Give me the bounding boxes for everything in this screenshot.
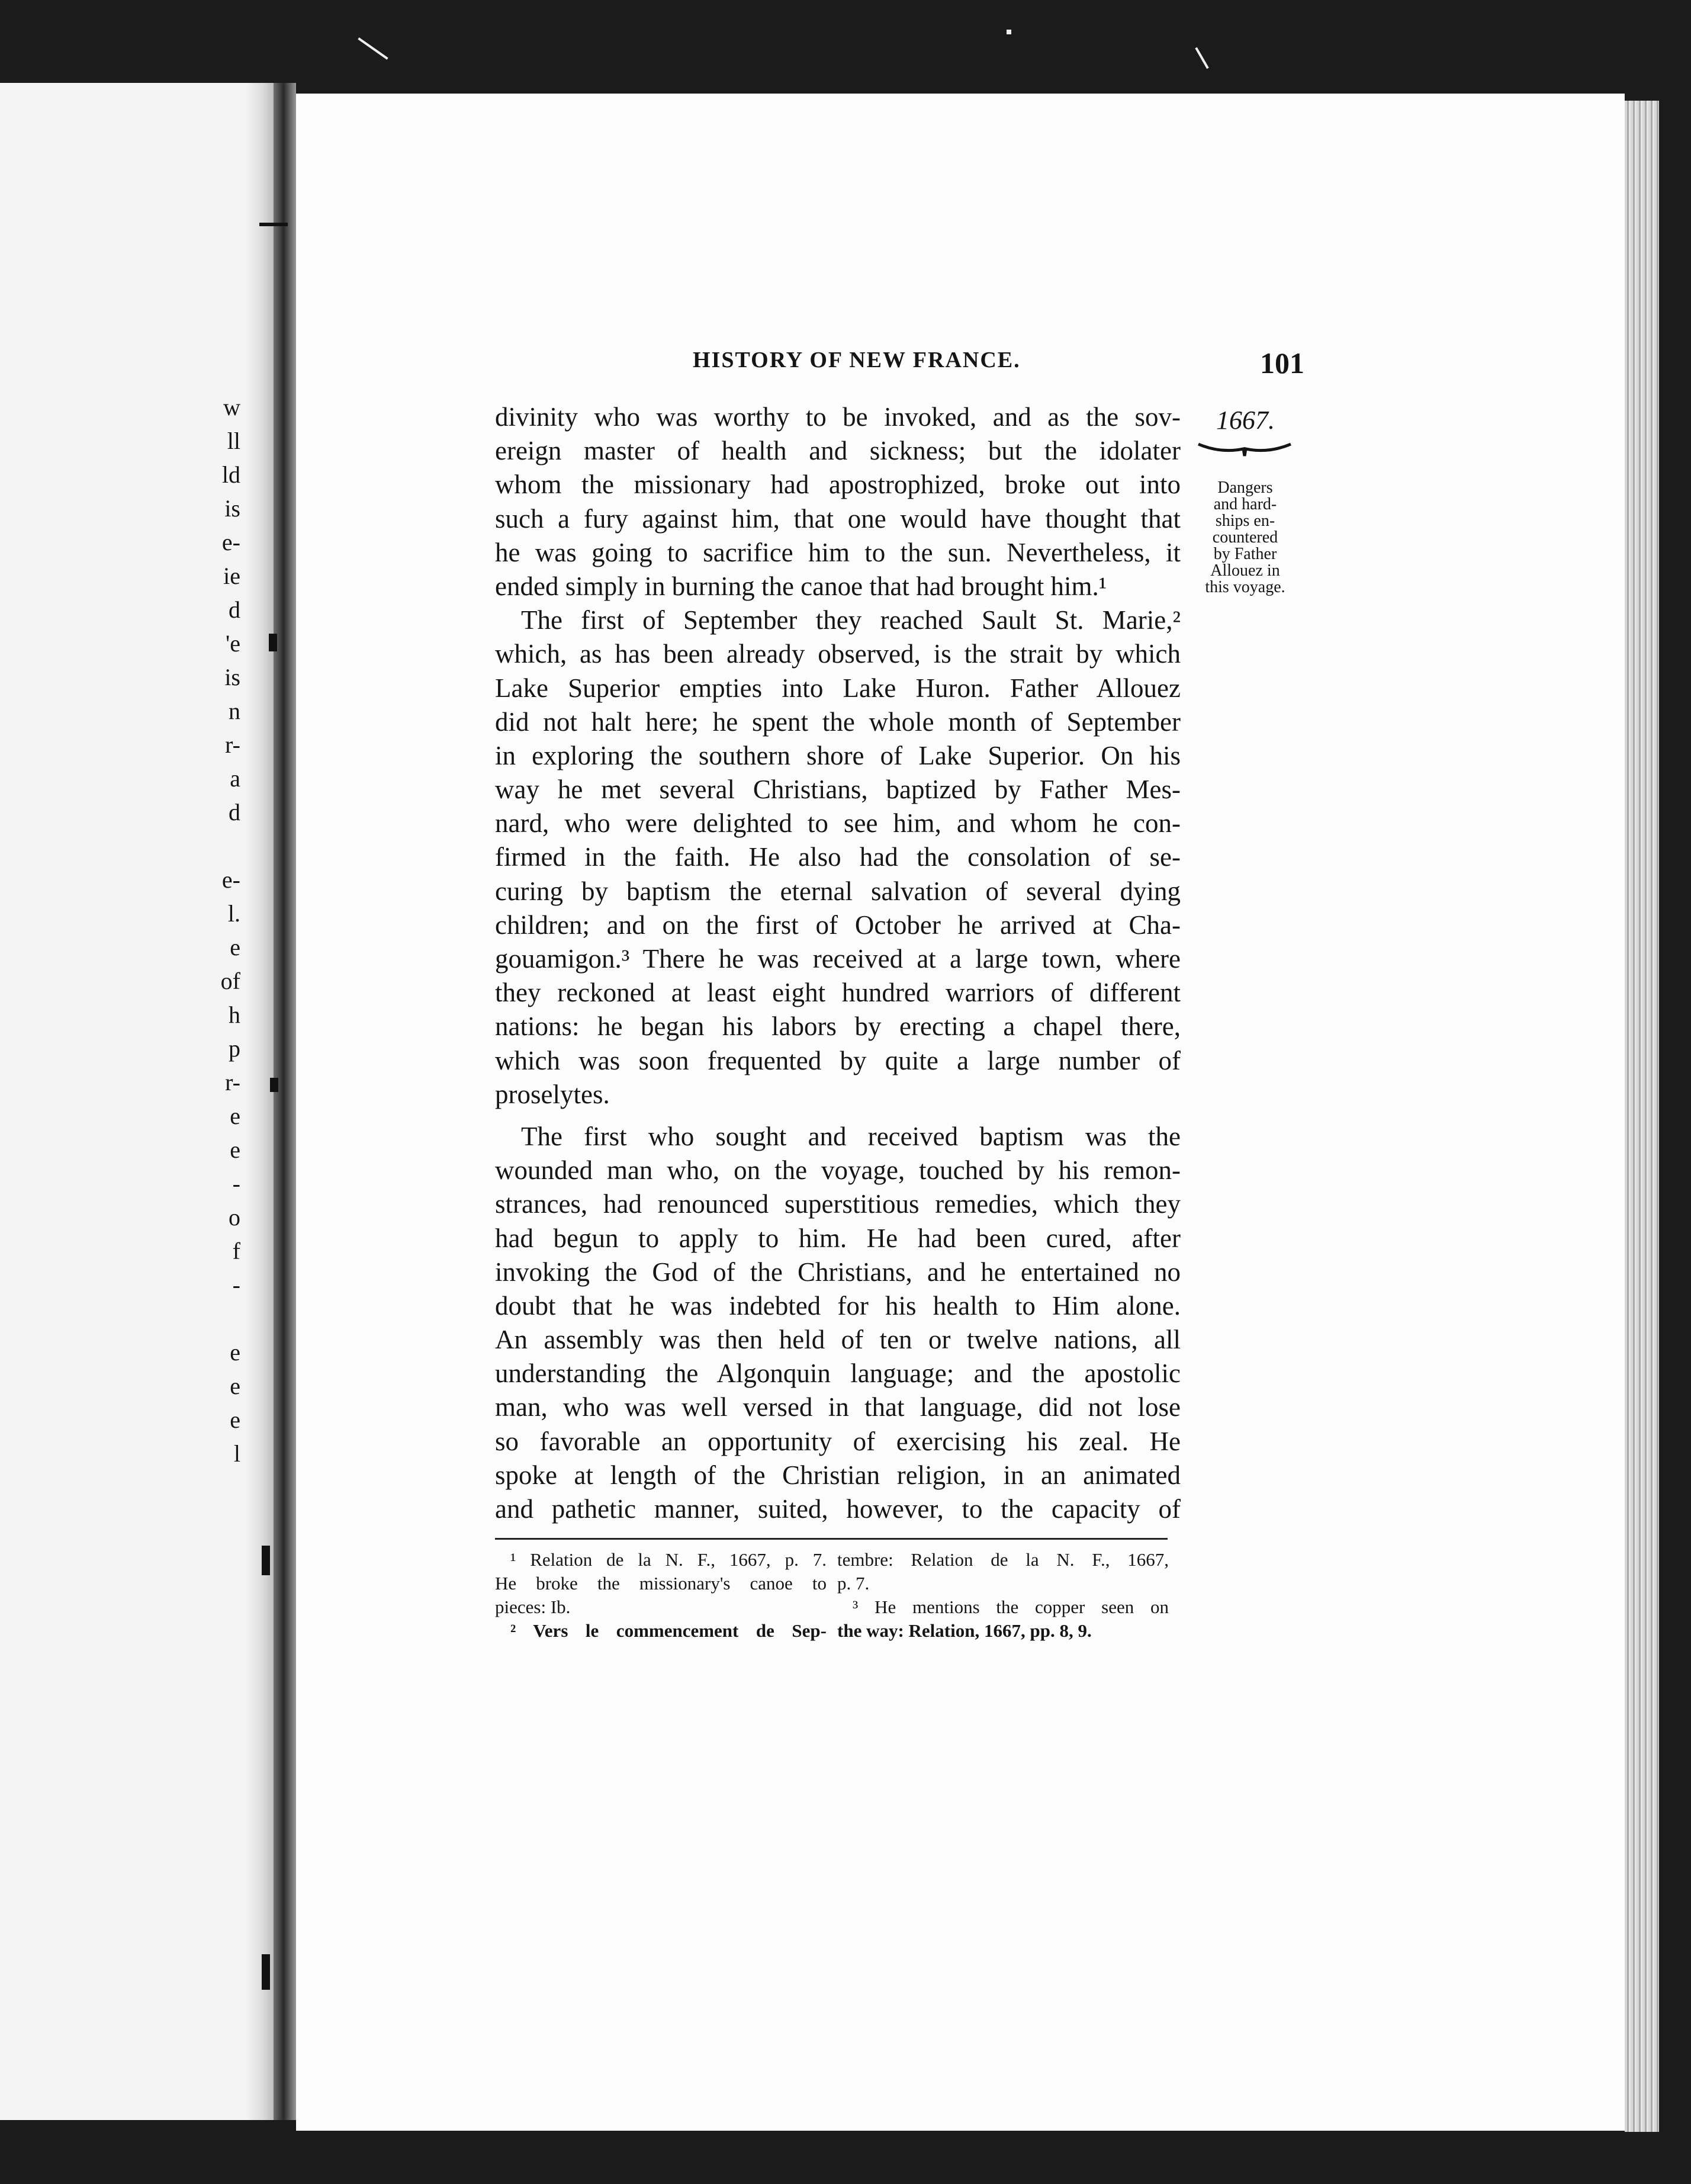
previous-page-fragment: e-	[221, 529, 240, 555]
scan-speck	[1007, 30, 1011, 34]
footnotes-right-column	[837, 1548, 1169, 1643]
text-line: wounded man who, on the voyage, touched by his remon-	[495, 1155, 1181, 1186]
footnote-line: p. 7.	[837, 1573, 870, 1594]
sidenote-line: countered	[1212, 528, 1278, 547]
previous-page-fragment: is	[224, 664, 240, 690]
previous-page-edge	[246, 83, 274, 2120]
previous-page-fragment: ll	[227, 428, 240, 454]
paragraph-gap	[495, 1112, 1181, 1120]
text-line: An assembly was then held of ten or twelve nations, all	[495, 1325, 1181, 1355]
footnote-line: ³ He mentions the copper seen on	[853, 1597, 1169, 1617]
text-line: and pathetic manner, suited, however, to the capacity of	[495, 1494, 1181, 1524]
text-line: had begun to apply to him. He had been cured, after	[495, 1223, 1181, 1253]
footnote-line: pieces: Ib.	[495, 1597, 571, 1617]
previous-page-fragment: e	[230, 1373, 240, 1399]
text-line: they reckoned at least eight hundred warriors of different	[495, 978, 1181, 1008]
footnote-line: the way: Relation, 1667, pp. 8, 9.	[837, 1620, 1092, 1641]
sidenote-line: by Father	[1213, 545, 1277, 563]
previous-page-fragment: n	[229, 698, 240, 724]
previous-page-fragment: ld	[221, 461, 240, 488]
binding-thread	[262, 1546, 270, 1575]
page-block-edge	[1625, 101, 1659, 2132]
footnote-line: He broke the missionary's canoe to	[495, 1573, 827, 1594]
text-line: ereign master of health and sickness; but the idolater	[495, 436, 1181, 466]
previous-page-fragment: h	[229, 1001, 240, 1028]
previous-page-fragment: e	[230, 1339, 240, 1366]
text-line: did not halt here; he spent the whole month of September	[495, 706, 1181, 737]
binding-thread	[270, 1078, 278, 1092]
previous-page-fragment: e	[230, 1136, 240, 1163]
previous-page-fragment: of	[220, 968, 240, 994]
margin-year: 1667.	[1216, 406, 1275, 435]
text-line: The first of September they reached Sault St. Marie,²	[521, 605, 1181, 635]
text-line: strances, had renounced superstitious remedies, which they	[495, 1189, 1181, 1219]
scan-speck	[358, 37, 388, 60]
body-text	[495, 400, 1181, 1526]
margin-sidenote	[1195, 480, 1295, 596]
footnote-rule	[495, 1538, 1168, 1540]
text-line: gouamigon.³ There he was received at a large town, where	[495, 944, 1181, 974]
previous-page-fragment: d	[229, 596, 240, 623]
text-line: understanding the Algonquin language; and the apostolic	[495, 1358, 1181, 1389]
text-line: way he met several Christians, baptized by Father Mes-	[495, 775, 1181, 805]
previous-page-fragment: is	[224, 495, 240, 522]
book-gutter	[274, 83, 296, 2120]
previous-page-fragment: f	[232, 1238, 240, 1264]
previous-page-fragment: e-	[221, 866, 240, 893]
binding-thread	[262, 1954, 270, 1990]
text-line: proselytes.	[495, 1079, 610, 1109]
text-line: divinity who was worthy to be invoked, and as the sov-	[495, 402, 1181, 432]
text-line: nard, who were delighted to see him, and whom he con-	[495, 808, 1181, 839]
scan-speck	[1195, 47, 1208, 69]
text-line: invoking the God of the Christians, and he entertained no	[495, 1257, 1181, 1287]
previous-page-fragment: -	[232, 1271, 240, 1298]
previous-page-fragment: -	[232, 1170, 240, 1197]
previous-page-fragment: p	[229, 1035, 240, 1062]
previous-page-fragment: e	[230, 1103, 240, 1129]
previous-page-fragment: d	[229, 799, 240, 826]
text-line: which was soon frequented by quite a large number of	[495, 1045, 1181, 1075]
text-line: man, who was well versed in that language, did not lose	[495, 1392, 1181, 1422]
previous-page	[0, 83, 274, 2120]
text-line: whom the missionary had apostrophized, broke out into	[495, 470, 1181, 500]
margin-brace	[1197, 441, 1292, 457]
previous-page-fragment: e	[230, 934, 240, 961]
previous-page-fragment: w	[223, 394, 240, 420]
previous-page-fragment: l.	[227, 900, 240, 927]
previous-page-fragment: ie	[223, 563, 240, 589]
footnote-line: tembre: Relation de la N. F., 1667,	[837, 1549, 1169, 1570]
running-head: HISTORY OF NEW FRANCE.	[693, 348, 1021, 372]
sidenote-line: and hard-	[1213, 495, 1277, 513]
previous-page-fragment: a	[230, 765, 240, 792]
footnote-line: ¹ Relation de la N. F., 1667, p. 7.	[510, 1549, 827, 1570]
text-line: spoke at length of the Christian religion, in an animated	[495, 1460, 1181, 1490]
previous-page-fragment: l	[233, 1440, 240, 1467]
text-line: The first who sought and received baptism was the	[521, 1121, 1181, 1151]
previous-page-fragment: e	[230, 1406, 240, 1433]
sidenote-line: Dangers	[1217, 478, 1273, 497]
sidenote-line: Allouez in	[1210, 561, 1280, 580]
previous-page-fragment: r-	[225, 731, 240, 758]
text-line: he was going to sacrifice him to the sun. Nevertheless, it	[495, 537, 1181, 567]
previous-page-fragment: o	[229, 1204, 240, 1231]
text-line: so favorable an opportunity of exercising his zeal. He	[495, 1426, 1181, 1456]
text-line: nations: he began his labors by erecting a chapel there,	[495, 1011, 1181, 1042]
previous-page-fragment: r-	[225, 1069, 240, 1096]
previous-page-fragment: 'e	[226, 630, 240, 657]
sidenote-line: ships en-	[1215, 512, 1275, 530]
footnotes-left-column	[495, 1548, 827, 1643]
footnote-line: ² Vers le commencement de Sep-	[510, 1620, 827, 1641]
binding-thread	[259, 223, 288, 226]
text-line: Lake Superior empties into Lake Huron. Father Allouez	[495, 673, 1181, 703]
text-line: in exploring the southern shore of Lake Superior. On his	[495, 740, 1181, 770]
text-line: firmed in the faith. He also had the consolation of se-	[495, 842, 1181, 872]
sidenote-line: this voyage.	[1205, 578, 1285, 596]
page-number: 101	[1260, 346, 1304, 380]
text-line: children; and on the first of October he arrived at Cha-	[495, 910, 1181, 940]
text-line: curing by baptism the eternal salvation of several dying	[495, 876, 1181, 906]
text-line: which, as has been already observed, is the strait by which	[495, 639, 1181, 669]
binding-thread	[269, 634, 277, 651]
text-line: such a fury against him, that one would have thought that	[495, 503, 1181, 534]
text-line: doubt that he was indebted for his health to Him alone.	[495, 1290, 1181, 1321]
text-line: ended simply in burning the canoe that had brought him.¹	[495, 571, 1107, 601]
